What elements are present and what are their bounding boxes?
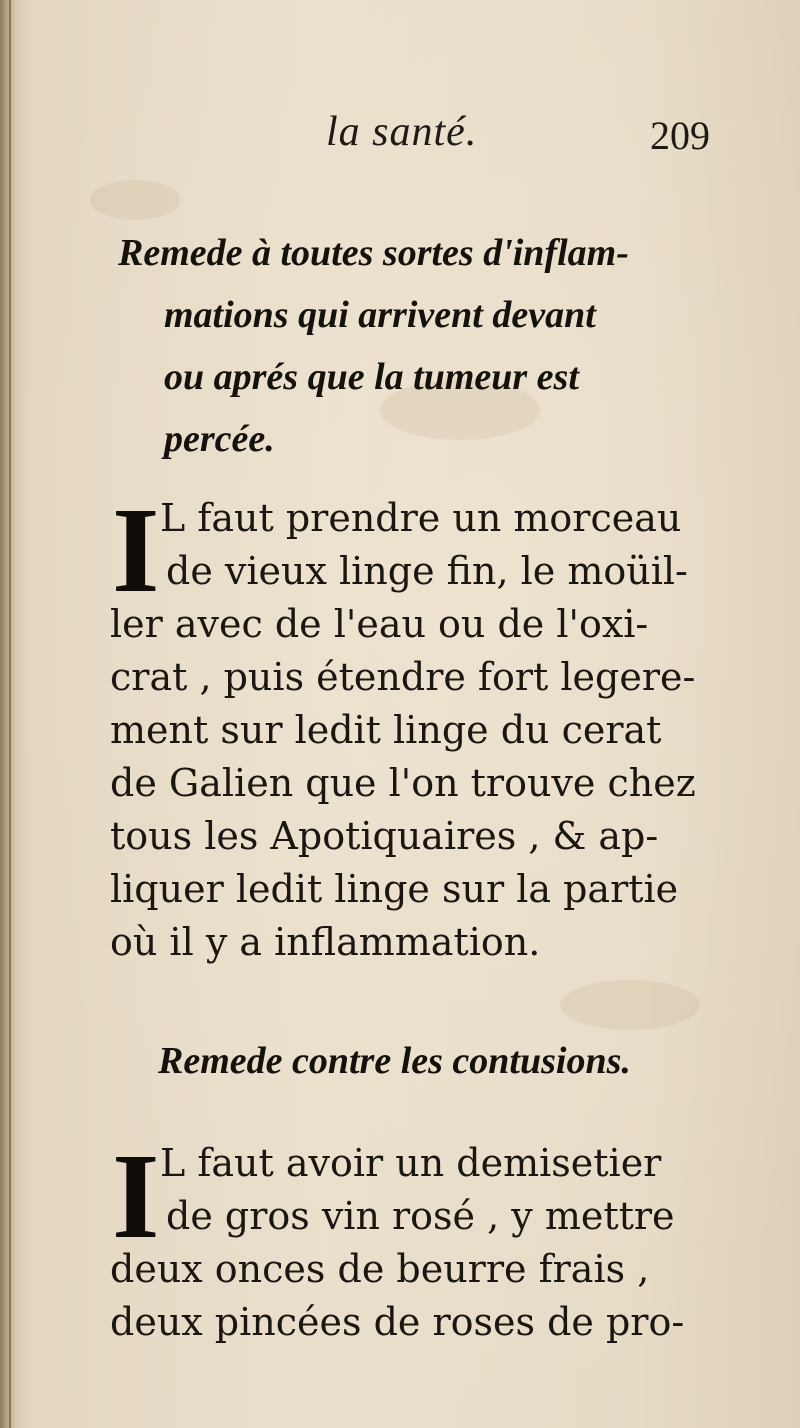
paragraph-line: où il y a inflammation.	[110, 920, 541, 964]
heading-line: percée.	[164, 418, 275, 460]
page-number: 209	[650, 113, 710, 158]
paragraph-line: liquer ledit linge sur la partie	[110, 867, 679, 911]
paragraph-contusions	[110, 1129, 750, 1349]
section-heading-contusions: Remede contre les contusions.	[158, 1040, 631, 1082]
section-heading-inflammations	[118, 222, 738, 470]
heading-line: ou aprés que la tumeur est	[164, 356, 579, 398]
running-head: la santé.	[326, 109, 478, 155]
drop-cap: I	[112, 1129, 160, 1264]
drop-cap: I	[112, 483, 160, 618]
paper-stain	[90, 180, 180, 220]
paragraph-line: de vieux linge fin, le moüil-	[166, 549, 688, 593]
paragraph-line: ment sur ledit linge du cerat	[110, 708, 662, 752]
heading-line: mations qui arrivent devant	[164, 294, 596, 336]
paragraph-first-line: L faut prendre un morceau	[160, 496, 682, 540]
paragraph-line: de Galien que l'on trouve chez	[110, 761, 696, 805]
paragraph-line: deux pincées de roses de pro-	[110, 1300, 685, 1344]
binding-edge	[0, 0, 22, 1428]
paragraph-first-line: L faut avoir un demisetier	[160, 1141, 662, 1185]
paragraph-inflammations	[110, 483, 750, 969]
paragraph-line: tous les Apotiquaires , & ap-	[110, 814, 659, 858]
paragraph-line: deux onces de beurre frais ,	[110, 1247, 650, 1291]
binding-crease	[9, 0, 11, 1428]
heading-line: Remede à toutes sortes d'inflam-	[118, 232, 629, 274]
paragraph-line: ler avec de l'eau ou de l'oxi-	[110, 602, 649, 646]
paper-stain	[560, 980, 700, 1030]
paragraph-line: de gros vin rosé , y mettre	[166, 1194, 675, 1238]
paragraph-line: crat , puis étendre fort legere-	[110, 655, 696, 699]
